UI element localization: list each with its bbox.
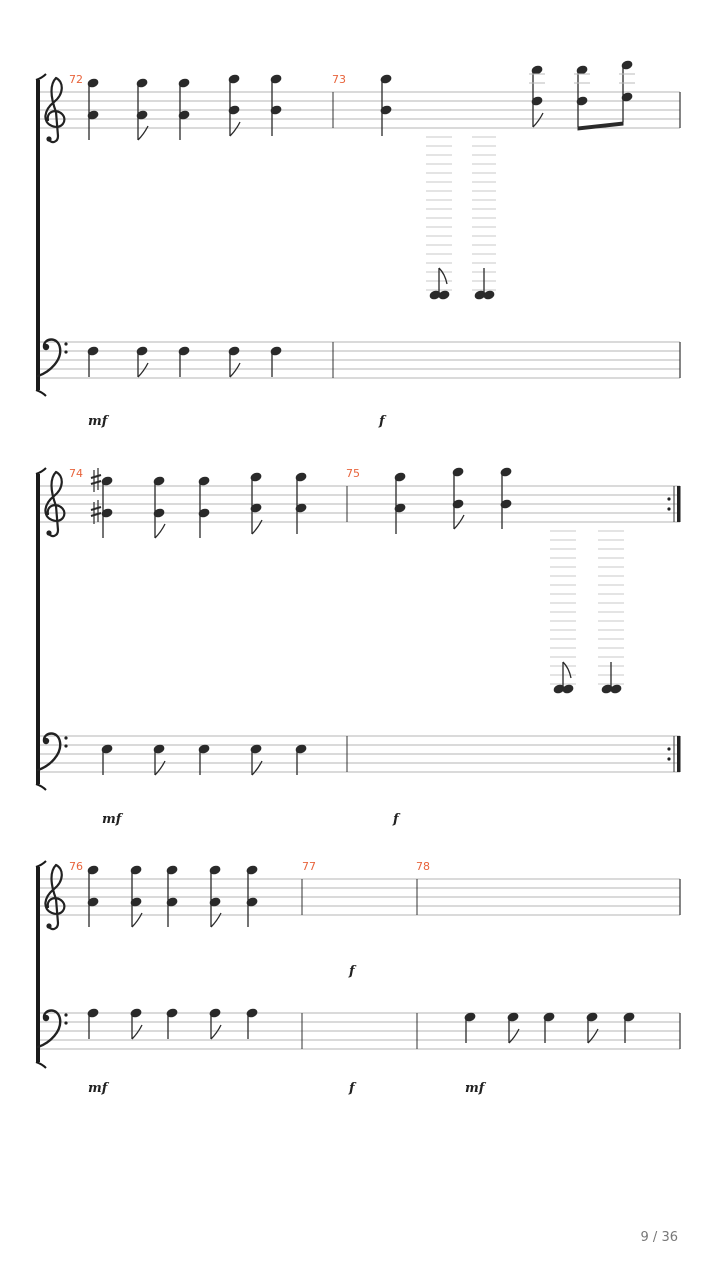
dynamic-mark: mf [88, 1081, 108, 1096]
dynamic-mark: f [349, 964, 355, 979]
treble-chords-m75 [394, 467, 512, 534]
repeat-end-barline [667, 486, 680, 772]
dynamic-mark: mf [465, 1081, 485, 1096]
measure-number: 77 [302, 860, 316, 873]
measure-number: 76 [69, 860, 83, 873]
bass-clef-icon [38, 340, 68, 377]
measure-number: 78 [416, 860, 430, 873]
dynamic-mark: mf [102, 812, 122, 827]
system-1 [36, 60, 680, 429]
measure-number: 74 [69, 467, 83, 480]
treble-chords-m74 [101, 472, 307, 538]
bass-staff-1 [40, 342, 680, 378]
measure-number: 75 [346, 467, 360, 480]
treble-chords-m73 [380, 60, 635, 136]
ledger-notes-m73 [426, 137, 496, 300]
dynamic-mark: f [379, 414, 385, 429]
bass-staff-3 [40, 1013, 680, 1049]
bass-clef-icon [38, 734, 68, 771]
bass-notes-m78 [464, 1012, 635, 1043]
ledger-notes-m75 [550, 531, 624, 694]
measure-number: 72 [69, 73, 83, 86]
system-2 [36, 467, 681, 827]
system-3 [36, 860, 680, 1096]
dynamic-mark: mf [88, 414, 108, 429]
treble-staff-3 [40, 879, 680, 915]
bass-clef-icon [38, 1011, 68, 1048]
treble-staff-2 [40, 486, 680, 522]
sharp-icon [91, 468, 101, 524]
page-number: 9 / 36 [640, 1230, 678, 1245]
treble-chords-m76 [87, 865, 258, 927]
dynamic-mark: f [349, 1081, 355, 1096]
bass-staff-2 [40, 736, 680, 772]
measure-number: 73 [332, 73, 346, 86]
dynamic-mark: f [393, 812, 399, 827]
bass-notes-m74 [101, 744, 307, 775]
treble-chords-m72 [87, 74, 282, 140]
